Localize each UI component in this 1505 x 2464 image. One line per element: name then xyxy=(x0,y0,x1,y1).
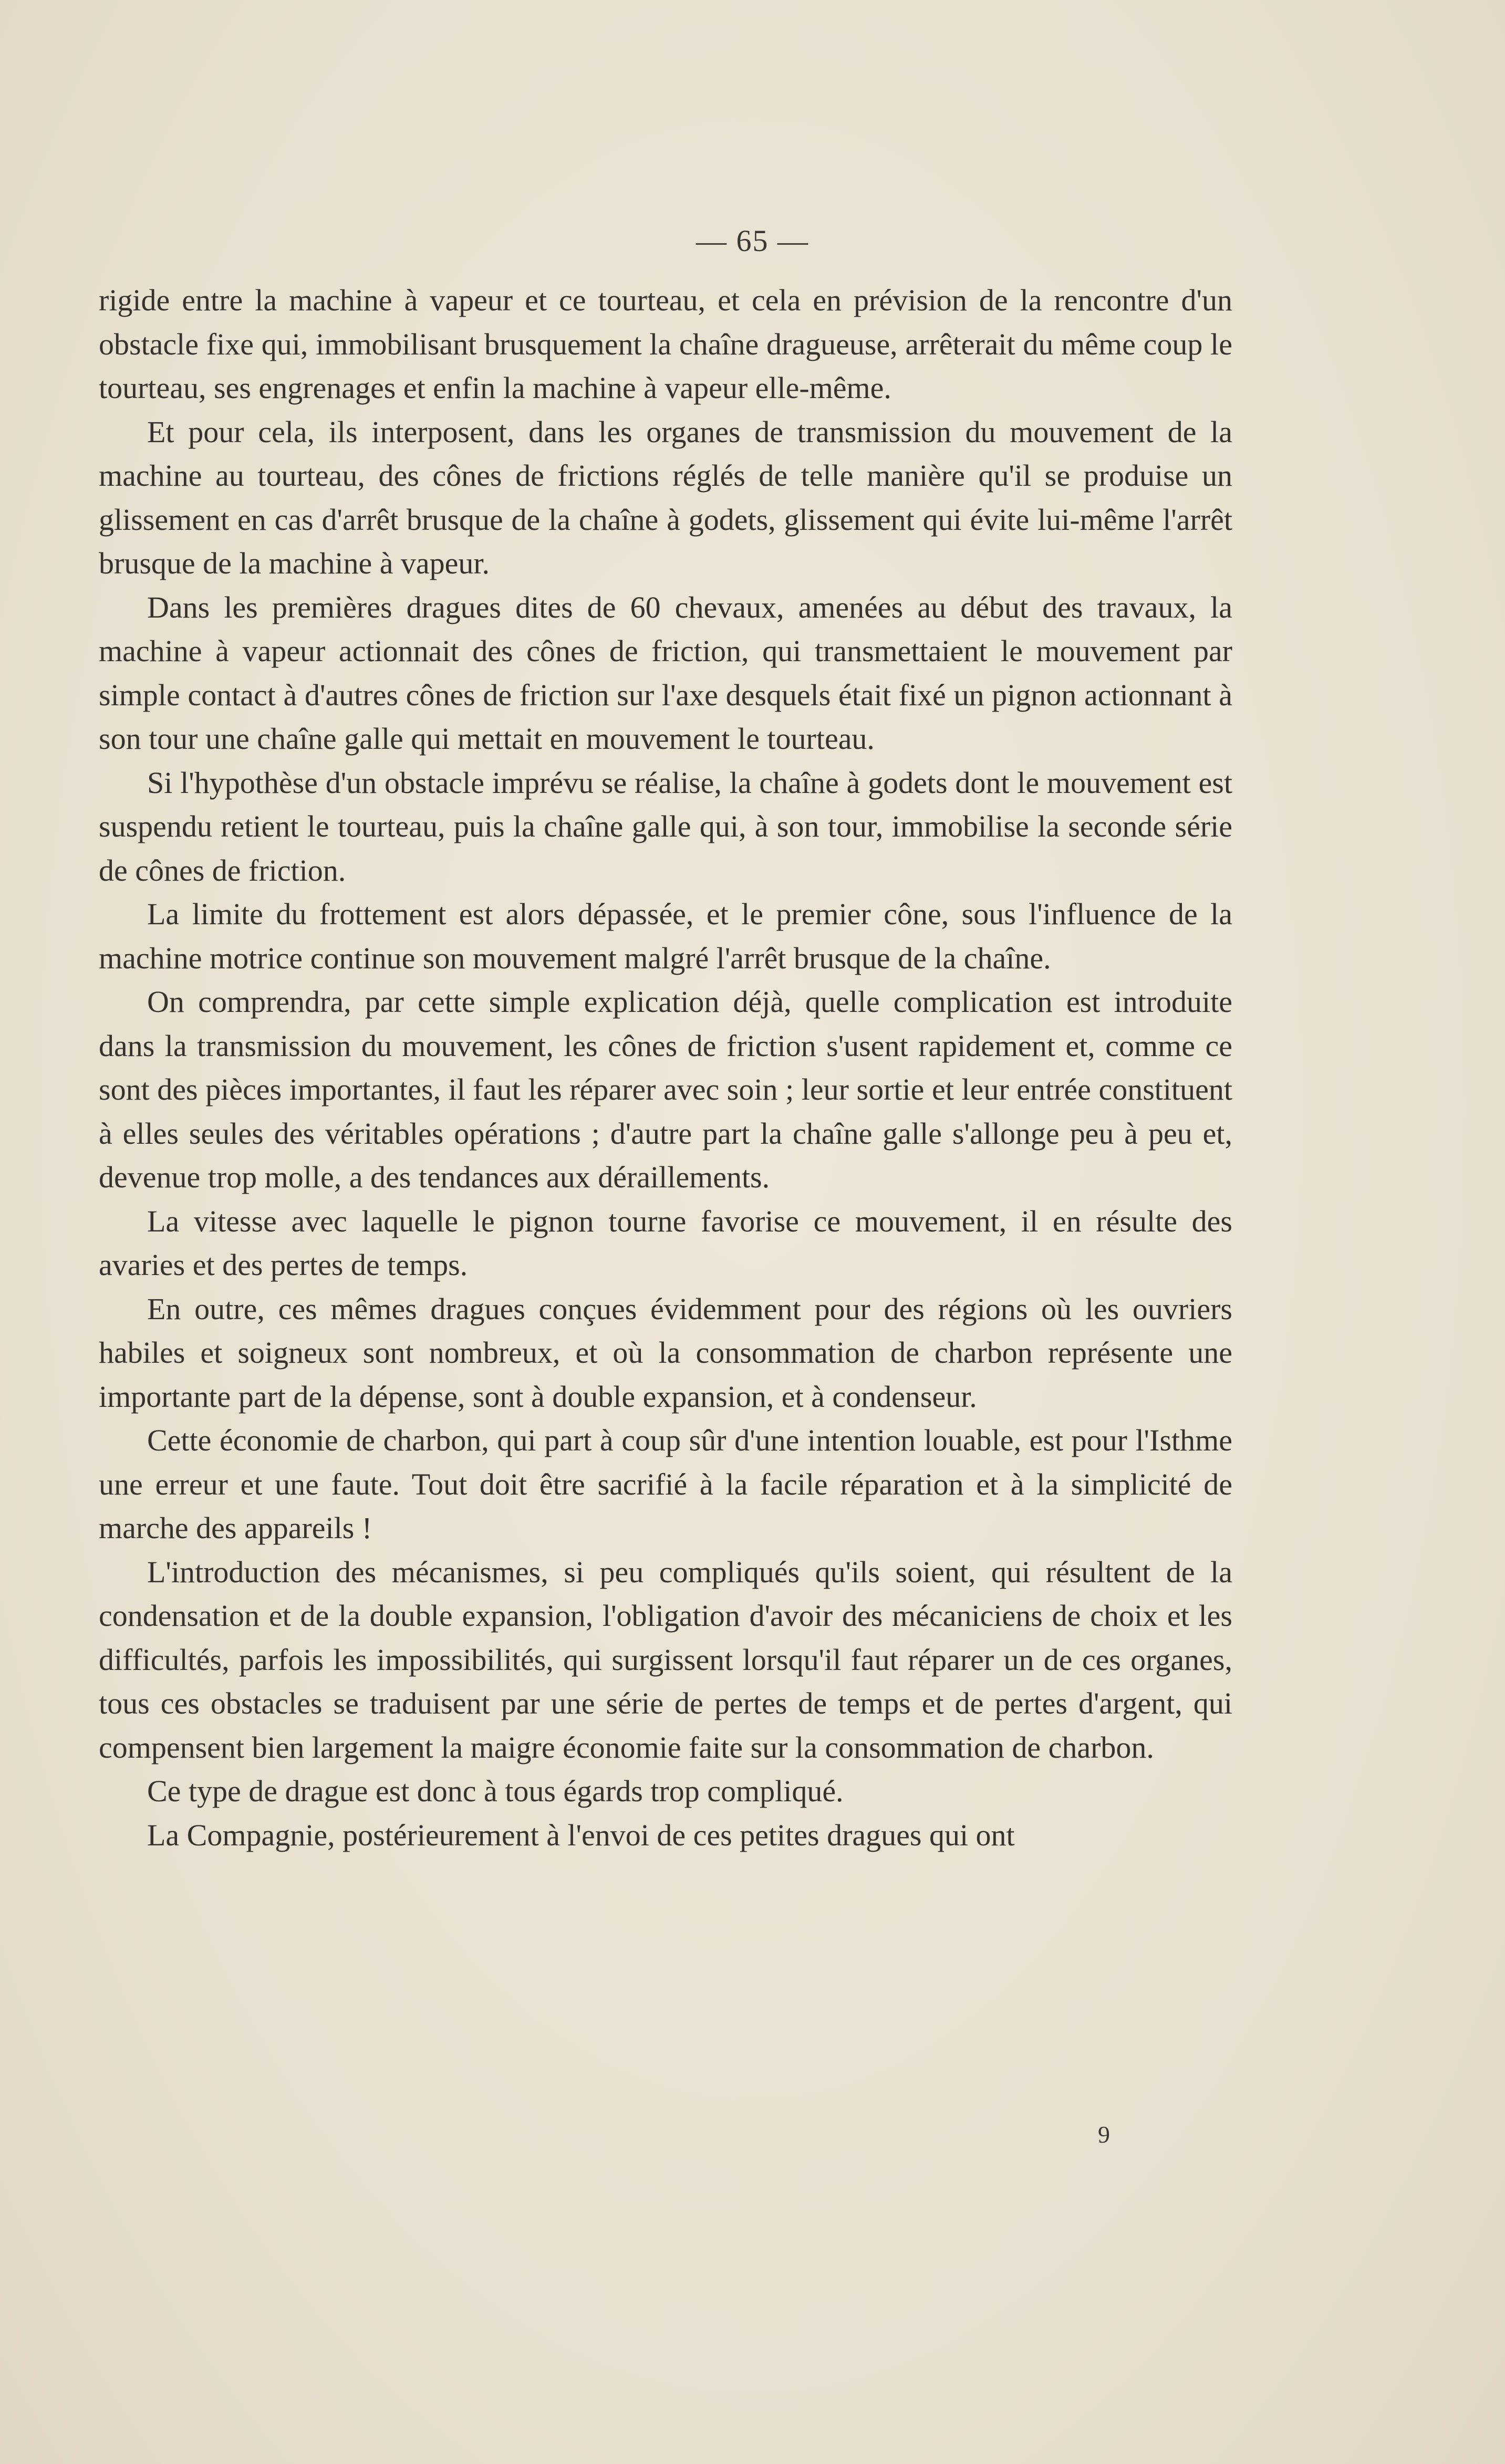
paragraph: En outre, ces mêmes dragues conçues évidemment pour des régions où les ouvriers habiles et soigneux sont nombreux, et où la consommation de charbon représente une importante part de la dépense, sont à double expansion, et à condenseur. xyxy=(99,1291,1232,1414)
paragraph: Si l'hypothèse d'un obstacle imprévu se réalise, la chaîne à godets dont le mouvement est suspendu retient le tourteau, puis la chaîne galle qui, à son tour, immobilise la seconde série de cônes de friction. xyxy=(99,765,1232,888)
signature-mark: 9 xyxy=(1098,2121,1110,2148)
paragraph: La limite du frottement est alors dépassée, et le premier cône, sous l'influence de la machine motrice continue son mouvement malgré l'arrêt brusque de la chaîne. xyxy=(99,897,1232,975)
paragraph: Dans les premières dragues dites de 60 chevaux, amenées au début des travaux, la machine à vapeur actionnait des cônes de friction, qui transmettaient le mouvement par simple contact à d'autres cônes de friction sur l'axe desquels était fixé un pignon actionnant à son tour une chaîne galle qui mettait en mouvement le tourteau. xyxy=(99,590,1232,756)
paragraph: Cette économie de charbon, qui part à coup sûr d'une intention louable, est pour l'Isthme une erreur et une faute. Tout doit être sacrifié à la facile réparation et à la simplicité de marche des appareils ! xyxy=(99,1423,1232,1545)
paragraph-continuation: rigide entre la machine à vapeur et ce tourteau, et cela en prévision de la rencontre d'un obstacle fixe qui, immobilisant brusquement la chaîne dragueuse, arrêterait du même coup le tourteau, ses engrenages et enfin la machine à vapeur elle-même. xyxy=(99,283,1232,405)
body-text xyxy=(99,278,1232,1857)
paragraph: La vitesse avec laquelle le pignon tourne favorise ce mouvement, il en résulte des avaries et des pertes de temps. xyxy=(99,1204,1232,1282)
page-number: — 65 — xyxy=(696,224,809,258)
paragraph: Et pour cela, ils interposent, dans les organes de transmission du mouvement de la machine au tourteau, des cônes de frictions réglés de telle manière qu'il se produise un glissement en cas d'arrêt brusque de la chaîne à godets, glissement qui évite lui-même l'arrêt brusque de la machine à vapeur. xyxy=(99,414,1232,580)
paragraph: Ce type de drague est donc à tous égards trop compliqué. xyxy=(147,1774,844,1808)
paragraph: L'introduction des mécanismes, si peu compliqués qu'ils soient, qui résultent de la condensation et de la double expansion, l'obligation d'avoir des mécaniciens de choix et les difficultés, parfois les impossibilités, qui surgissent lorsqu'il faut réparer un de ces organes, tous ces obstacles se traduisent par une série de pertes de temps et de pertes d'argent, qui compensent bien largement la maigre économie faite sur la consommation de charbon. xyxy=(99,1554,1232,1765)
paragraph: On comprendra, par cette simple explication déjà, quelle complication est introduite dans la transmission du mouvement, les cônes de friction s'usent rapidement et, comme ce sont des pièces importantes, il faut les réparer avec soin ; leur sortie et leur entrée constituent à elles seules des véritables opérations ; d'autre part la chaîne galle s'allonge peu à peu et, devenue trop molle, a des tendances aux déraillements. xyxy=(99,985,1232,1194)
paragraph: La Compagnie, postérieurement à l'envoi de ces petites dragues qui ont xyxy=(147,1818,1015,1852)
